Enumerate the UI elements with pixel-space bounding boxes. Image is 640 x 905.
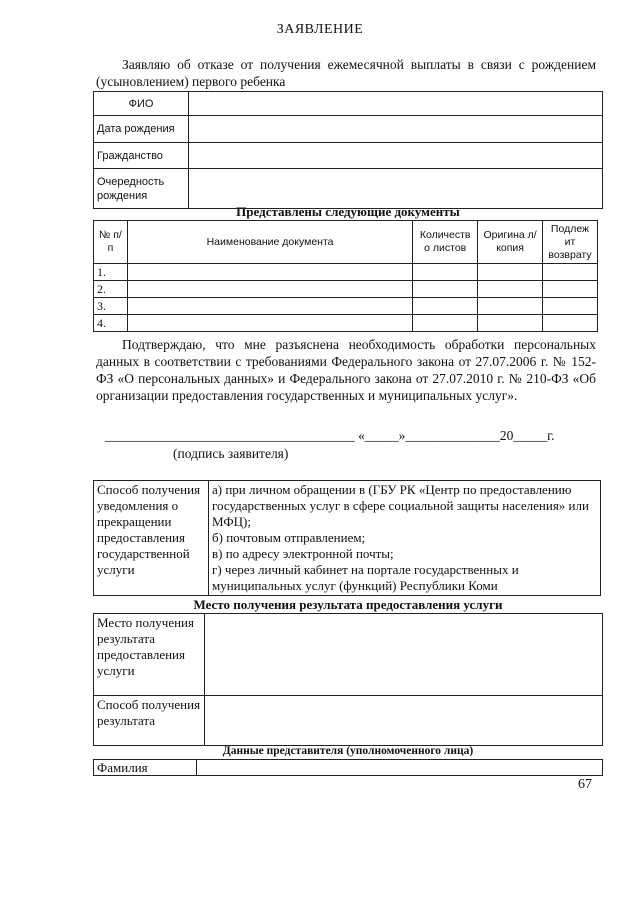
consent-text: Подтверждаю, что мне разъяснена необходимость обработки персональных данных в соответствии с требованиями Федерального закона от 27.07.2006 г. № 152-ФЗ «О персональных данных» и Федерального закона от 27.07.2010 г. № 210-ФЗ «Об организации предоставления государственных и муниципальных услуг». — [96, 337, 596, 403]
page-number: 67 — [578, 777, 592, 792]
table-row — [94, 298, 598, 315]
doc-return-cell[interactable] — [543, 264, 598, 281]
field-value-fio[interactable] — [189, 92, 603, 116]
doc-sheets-cell[interactable] — [413, 281, 478, 298]
field-value-birthdate[interactable] — [189, 116, 603, 143]
page-title: ЗАЯВЛЕНИЕ — [276, 22, 364, 37]
field-value-birth-order[interactable] — [189, 169, 603, 209]
row-number: 1. — [94, 264, 128, 281]
row-number: 3. — [94, 298, 128, 315]
doc-name-cell[interactable] — [127, 298, 412, 315]
applicant-table — [93, 91, 603, 209]
doc-name-cell[interactable] — [127, 315, 412, 332]
table-row — [94, 264, 598, 281]
field-label-fio: ФИО — [94, 92, 189, 116]
representative-table — [93, 759, 603, 776]
result-heading: Место получения результата предоставления услуги — [193, 597, 503, 612]
field-label-citizenship: Гражданство — [94, 143, 189, 169]
representative-surname-label: Фамилия — [94, 760, 197, 776]
representative-surname-value[interactable] — [197, 760, 603, 776]
field-value-citizenship[interactable] — [189, 143, 603, 169]
doc-name-cell[interactable] — [127, 264, 412, 281]
signature-line[interactable]: _____________________________________ «_____»______________20_____г. — [105, 428, 555, 443]
doc-return-cell[interactable] — [543, 315, 598, 332]
notification-label: Способ получения уведомления о прекращении предоставления государственной услуги — [94, 481, 209, 596]
doc-return-cell[interactable] — [543, 298, 598, 315]
result-place-value[interactable] — [205, 614, 603, 696]
result-method-value[interactable] — [205, 696, 603, 746]
result-table — [93, 613, 603, 746]
notification-table — [93, 480, 601, 596]
field-label-birth-order: Очередность рождения — [94, 169, 189, 209]
doc-original-cell[interactable] — [478, 315, 543, 332]
row-number: 2. — [94, 281, 128, 298]
col-header-return: Подлеж ит возврату — [543, 221, 598, 264]
documents-table — [93, 220, 598, 332]
representative-heading: Данные представителя (уполномоченного лица) — [222, 745, 474, 757]
table-row — [94, 315, 598, 332]
col-header-sheets: Количеств о листов — [413, 221, 478, 264]
doc-original-cell[interactable] — [478, 298, 543, 315]
doc-sheets-cell[interactable] — [413, 298, 478, 315]
signature-hint: (подпись заявителя) — [173, 446, 289, 461]
notification-options — [209, 481, 601, 596]
notification-option-d[interactable]: г) через личный кабинет на портале государственных и муниципальных услуг (функций) Республики Коми — [212, 562, 519, 593]
table-row — [94, 281, 598, 298]
field-label-birthdate: Дата рождения — [94, 116, 189, 143]
col-header-original: Оригина л/копия — [478, 221, 543, 264]
intro-text: Заявляю об отказе от получения ежемесячной выплаты в связи с рождением (усыновлением) первого ребенка — [96, 57, 596, 89]
notification-option-c[interactable]: в) по адресу электронной почты; — [212, 546, 394, 561]
notification-option-a[interactable]: а) при личном обращении в (ГБУ РК «Центр по предоставлению государственных услуг в сфере социальной защиты населения» или МФЦ); — [212, 482, 589, 529]
doc-original-cell[interactable] — [478, 281, 543, 298]
col-header-num: № п/п — [94, 221, 128, 264]
result-method-label: Способ получения результата — [94, 696, 205, 746]
doc-sheets-cell[interactable] — [413, 264, 478, 281]
col-header-name: Наименование документа — [127, 221, 412, 264]
doc-sheets-cell[interactable] — [413, 315, 478, 332]
doc-original-cell[interactable] — [478, 264, 543, 281]
result-place-label: Место получения результата предоставления услуги — [94, 614, 205, 696]
doc-return-cell[interactable] — [543, 281, 598, 298]
documents-heading: Представлены следующие документы — [236, 204, 460, 219]
row-number: 4. — [94, 315, 128, 332]
notification-option-b[interactable]: б) почтовым отправлением; — [212, 530, 366, 545]
doc-name-cell[interactable] — [127, 281, 412, 298]
